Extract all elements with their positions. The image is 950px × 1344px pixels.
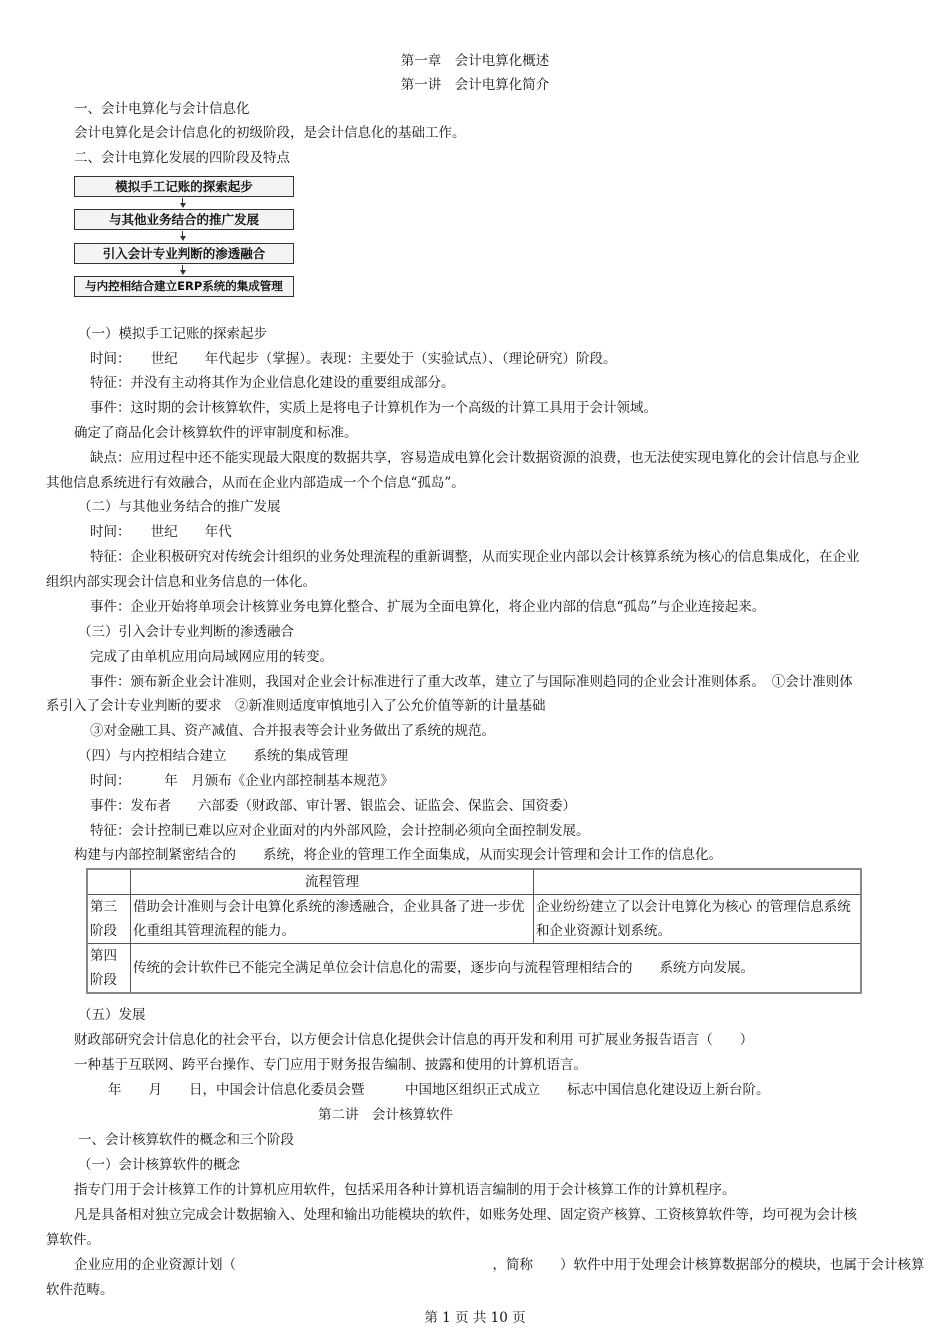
table-cell: 企业纷纷建立了以会计电算化为核心 的管理信息系统和企业资源计划系统。 xyxy=(534,895,862,944)
paragraph: 事件：颁布新企业会计准则，我国对企业会计标准进行了重大改革，建立了与国际准则趋同的企业会计准则体系。 ①会计准则体 xyxy=(90,674,853,690)
paragraph: 确定了商品化会计核算软件的评审制度和标准。 xyxy=(74,425,358,441)
paragraph: 事件：这时期的会计核算软件，实质上是将电子计算机作为一个高级的计算工具用于会计领域。 xyxy=(90,400,657,416)
section-heading: 二、会计电算化发展的四阶段及特点 xyxy=(74,150,290,166)
paragraph: 其他信息系统进行有效融合，从而在企业内部造成一个个信息“孤岛”。 xyxy=(46,475,465,491)
table-cell: 流程管理 xyxy=(131,869,534,895)
lecture-title: 第一讲 会计电算化简介 xyxy=(400,77,550,93)
subsection-heading: （一）会计核算软件的概念 xyxy=(78,1157,240,1173)
table-cell xyxy=(87,869,131,895)
flow-step: 模拟手工记账的探索起步 xyxy=(74,176,294,197)
paragraph: 组织内部实现会计信息和业务信息的一体化。 xyxy=(46,574,316,590)
table-cell: 第三阶段 xyxy=(87,895,131,944)
flow-arrow-head xyxy=(180,203,186,208)
subsection-heading: （一）模拟手工记账的探索起步 xyxy=(78,326,267,342)
paragraph: 财政部研究会计信息化的社会平台，以方便会计信息化提供会计信息的再开发和利用 可扩展业务报告语言（ ） xyxy=(74,1032,754,1048)
table-cell: 借助会计准则与会计电算化系统的渗透融合，企业具备了进一步优化重组其管理流程的能力。 xyxy=(131,895,534,944)
section-heading: 一、会计电算化与会计信息化 xyxy=(74,101,250,117)
paragraph: 软件范畴。 xyxy=(46,1282,114,1298)
table-row xyxy=(87,944,861,994)
table-cell: 第四阶段 xyxy=(87,944,131,994)
subsection-heading: （三）引入会计专业判断的渗透融合 xyxy=(78,624,294,640)
paragraph: 指专门用于会计核算工作的计算机应用软件，包括采用各种计算机语言编制的用于会计核算工作的计算机程序。 xyxy=(74,1182,736,1198)
subsection-heading: （五）发展 xyxy=(78,1007,146,1023)
paragraph: 特征：并没有主动将其作为企业信息化建设的重要组成部分。 xyxy=(90,375,455,391)
paragraph: ③对金融工具、资产减值、合并报表等会计业务做出了系统的规范。 xyxy=(90,723,495,739)
paragraph: 构建与内部控制紧密结合的 系统，将企业的管理工作全面集成，从而实现会计管理和会计工作的信息化。 xyxy=(74,847,722,863)
flow-step: 引入会计专业判断的渗透融合 xyxy=(74,243,294,264)
flow-step: 与其他业务结合的推广发展 xyxy=(74,209,294,230)
paragraph: 企业应用的企业资源计划（ ，简称 ）软件中用于处理会计核算数据部分的模块，也属于会计核算 xyxy=(74,1257,925,1273)
paragraph: 一种基于互联网、跨平台操作、专门应用于财务报告编制、披露和使用的计算机语言。 xyxy=(74,1057,587,1073)
subsection-heading: （二）与其他业务结合的推广发展 xyxy=(78,499,281,515)
subsection-heading: （四）与内控相结合建立 系统的集成管理 xyxy=(78,748,348,764)
paragraph: 会计电算化是会计信息化的初级阶段，是会计信息化的基础工作。 xyxy=(74,125,466,141)
paragraph: 缺点：应用过程中还不能实现最大限度的数据共享，容易造成电算化会计数据资源的浪费，也无法使实现电算化的会计信息与企业 xyxy=(90,450,860,466)
table-row xyxy=(87,895,861,944)
paragraph: 事件：企业开始将单项会计核算业务电算化整合、扩展为全面电算化，将企业内部的信息“孤岛”与企业连接起来。 xyxy=(90,599,766,615)
flow-step: 与内控相结合建立ERP系统的集成管理 xyxy=(74,276,294,297)
paragraph: 特征：会计控制已难以应对企业面对的内外部风险，会计控制必须向全面控制发展。 xyxy=(90,823,590,839)
paragraph: 事件：发布者 六部委（财政部、审计署、银监会、证监会、保监会、国资委） xyxy=(90,798,576,814)
paragraph: 凡是具备相对独立完成会计数据输入、处理和输出功能模块的软件，如账务处理、固定资产核算、工资核算软件等，均可视为会计核 xyxy=(74,1207,857,1223)
lecture-title: 第二讲 会计核算软件 xyxy=(318,1107,453,1123)
table-header-row xyxy=(87,869,861,895)
page-footer: 第 1 页 共 10 页 xyxy=(424,1310,526,1326)
paragraph: 算软件。 xyxy=(46,1232,100,1248)
table-cell: 传统的会计软件已不能完全满足单位会计信息化的需要，逐步向与流程管理相结合的 系统方向发展。 xyxy=(131,944,862,994)
section-heading: 一、会计核算软件的概念和三个阶段 xyxy=(78,1132,294,1148)
paragraph: 时间： 世纪 年代起步（掌握）。表现：主要处于（实验试点）、（理论研究）阶段。 xyxy=(90,351,617,367)
paragraph: 时间： 世纪 年代 xyxy=(90,524,232,540)
paragraph: 系引入了会计专业判断的要求 ②新准则适度审慎地引入了公允价值等新的计量基础 xyxy=(46,698,546,714)
paragraph: 时间： 年 月颁布《企业内部控制基本规范》 xyxy=(90,773,394,789)
comparison-table xyxy=(86,868,862,994)
paragraph: 特征：企业积极研究对传统会计组织的业务处理流程的重新调整，从而实现企业内部以会计核算系统为核心的信息集成化，在企业 xyxy=(90,549,860,565)
chapter-title: 第一章 会计电算化概述 xyxy=(400,53,550,69)
flow-arrow-head xyxy=(180,236,186,241)
flow-arrow-head xyxy=(180,270,186,275)
table-cell xyxy=(534,869,862,895)
paragraph: 完成了由单机应用向局域网应用的转变。 xyxy=(90,649,333,665)
paragraph: 年 月 日，中国会计信息化委员会暨 中国地区组织正式成立 标志中国信息化建设迈上新台阶。 xyxy=(108,1082,770,1098)
